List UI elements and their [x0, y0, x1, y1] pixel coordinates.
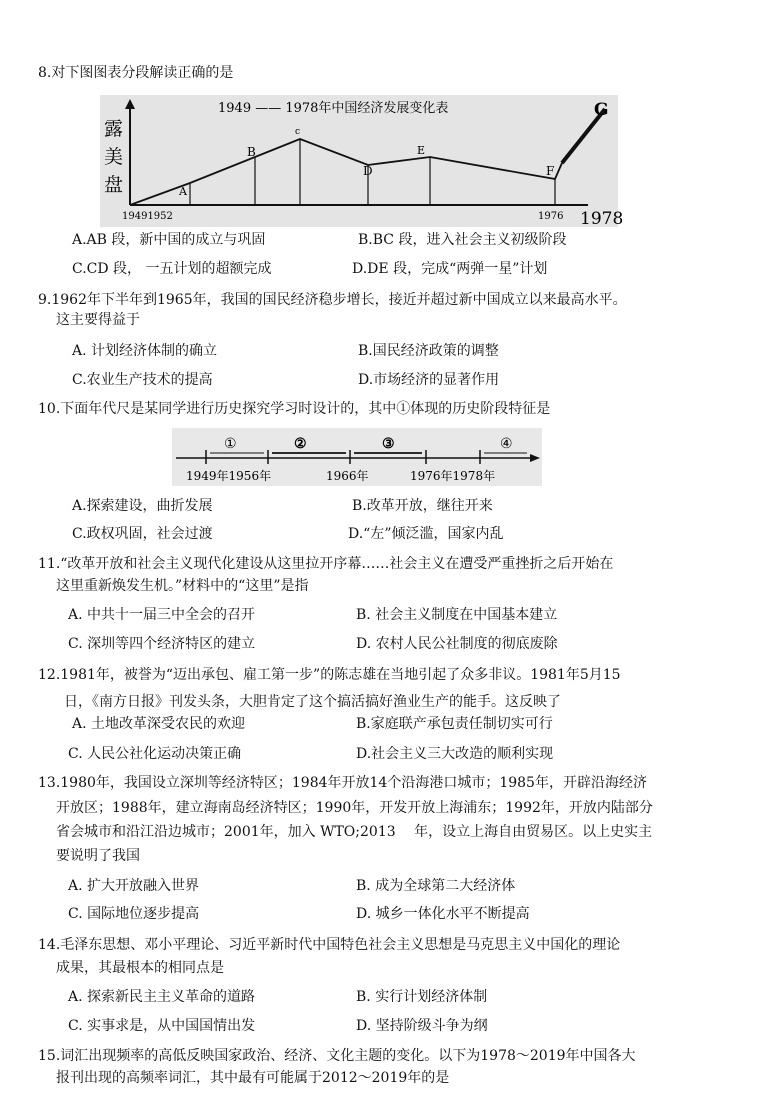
q12-stem-line1: 12.1981年，被誉为“迈出承包、雇工第一步”的陈志雄在当地引起了众多非议。1981年5月15 [38, 667, 621, 683]
q14-stem-line1: 14.毛泽东思想、邓小平理论、习近平新时代中国特色社会主义思想是马克思主义中国化的理论 [38, 937, 621, 953]
q14-stem-line2: 成果，其最根本的相同点是 [56, 960, 224, 976]
q14-option-a[interactable]: A. 探索新民主主义革命的道路 [68, 989, 256, 1005]
q9-option-b[interactable]: B.国民经济政策的调整 [358, 343, 499, 359]
chart-ylabel-2: 美 [104, 146, 124, 168]
q11-option-d[interactable]: D. 农村人民公社制度的彻底废除 [356, 636, 558, 652]
xlabel-mid: 1976 [538, 211, 564, 222]
q9-option-d[interactable]: D.市场经济的显著作用 [358, 372, 500, 388]
xlabel-end: 1978 [580, 209, 624, 229]
point-b: B [247, 145, 256, 159]
chart-title: 1949 —— 1978年中国经济发展变化表 [218, 101, 449, 116]
q12-stem-line2: 日，《南方日报》刊发头条，大胆肯定了这个搞活搞好渔业生产的能手。这反映了 [64, 694, 561, 710]
segment-2: ② [294, 436, 307, 452]
q11-option-b[interactable]: B. 社会主义制度在中国基本建立 [356, 607, 558, 623]
point-c: c [295, 127, 301, 137]
q13-option-b[interactable]: B. 成为全球第二大经济体 [356, 878, 516, 894]
q13-option-d[interactable]: D. 城乡一体化水平不断提高 [356, 906, 530, 922]
q13-option-a[interactable]: A. 扩大开放融入世界 [68, 878, 200, 894]
q11-stem-line2: 这里重新焕发生机。”材料中的“这里”是指 [56, 578, 309, 594]
q9-option-c[interactable]: C.农业生产技术的提高 [72, 372, 213, 388]
q13-stem-line2: 开放区；1988年，建立海南岛经济特区；1990年，开发开放上海浦东；1992年，开放内陆部分 [56, 800, 653, 816]
q8-stem: 8.对下图图表分段解读正确的是 [38, 65, 234, 81]
q12-option-a[interactable]: A. 土地改革深受农民的欢迎 [72, 716, 246, 732]
q11-stem-line1: 11.“改革开放和社会主义现代化建设从这里拉开序幕……社会主义在遭受严重挫折之后开始在 [38, 556, 614, 572]
q14-option-d[interactable]: D. 坚持阶级斗争为纲 [356, 1018, 488, 1034]
economic-chart-svg [100, 95, 624, 229]
point-d: D [363, 164, 373, 178]
segment-4: ④ [500, 436, 513, 452]
q10-option-a[interactable]: A.探索建设，曲折发展 [72, 498, 213, 514]
chart-ylabel-3: 盘 [104, 174, 124, 196]
point-g: G [594, 100, 609, 120]
chart-line [130, 139, 562, 205]
timeline-year-1: 1949年1956年 [186, 469, 272, 483]
q10-option-b[interactable]: B.改革开放，继往开来 [352, 498, 493, 514]
q13-stem-line4: 要说明了我国 [56, 848, 140, 864]
timeline-year-2: 1966年 [326, 469, 369, 483]
timeline-svg [172, 428, 542, 486]
q8-option-d[interactable]: D.DE 段，完成“两弹一星”计划 [352, 261, 548, 277]
point-e: E [417, 144, 426, 157]
q10-option-d[interactable]: D.“左”倾泛滥，国家内乱 [348, 526, 504, 542]
segment-3: ③ [382, 436, 395, 452]
q8-option-a[interactable]: A.AB 段，新中国的成立与巩固 [72, 232, 266, 248]
chart-ylabel-1: 露 [104, 118, 124, 140]
point-a: A [179, 185, 187, 198]
q13-stem-line1: 13.1980年，我国设立深圳等经济特区；1984年开放14个沿海港口城市；1985年，开辟沿海经济 [38, 775, 647, 791]
q15-stem-line1: 15.词汇出现频率的高低反映国家政治、经济、文化主题的变化。以下为1978～2019年中国各大 [38, 1048, 636, 1064]
economic-chart [100, 95, 624, 229]
q8-option-c[interactable]: C.CD 段， 一五计划的超额完成 [72, 261, 272, 277]
q8-option-b[interactable]: B.BC 段，进入社会主义初级阶段 [358, 232, 567, 248]
q14-option-c[interactable]: C. 实事求是，从中国国情出发 [68, 1018, 256, 1034]
q12-option-d[interactable]: D.社会主义三大改造的顺利实现 [356, 746, 554, 762]
q10-stem: 10.下面年代尺是某同学进行历史探究学习时设计的，其中①体现的历史阶段特征是 [38, 401, 551, 417]
q14-option-b[interactable]: B. 实行计划经济体制 [356, 989, 488, 1005]
chart-y-arrow [125, 99, 135, 109]
q11-option-c[interactable]: C. 深圳等四个经济特区的建立 [68, 636, 256, 652]
q13-stem-line3: 省会城市和沿江沿边城市；2001年，加入 WTO;2013 年，设立上海自由贸易区。以上史实主 [56, 824, 653, 840]
q12-option-c[interactable]: C. 人民公社化运动决策正确 [68, 746, 242, 762]
xlabel-start: 19491952 [122, 211, 173, 222]
q12-option-b[interactable]: B.家庭联产承包责任制切实可行 [356, 716, 553, 732]
timeline-ruler [172, 428, 542, 486]
q9-stem-line1: 9.1962年下半年到1965年，我国的国民经济稳步增长，接近并超过新中国成立以来最高水平。 [38, 292, 627, 308]
q9-stem-line2: 这主要得益于 [56, 312, 140, 328]
timeline-year-3: 1976年1978年 [410, 469, 496, 483]
q15-stem-line2: 报刊出现的高频率词汇，其中最有可能属于2012～2019年的是 [56, 1070, 450, 1086]
q9-option-a[interactable]: A. 计划经济体制的确立 [72, 343, 218, 359]
q13-option-c[interactable]: C. 国际地位逐步提高 [68, 906, 200, 922]
point-f: F [546, 164, 555, 178]
segment-1: ① [224, 436, 237, 452]
q10-option-c[interactable]: C.政权巩固，社会过渡 [72, 526, 213, 542]
q11-option-a[interactable]: A. 中共十一届三中全会的召开 [68, 607, 256, 623]
timeline-arrow [530, 454, 540, 462]
